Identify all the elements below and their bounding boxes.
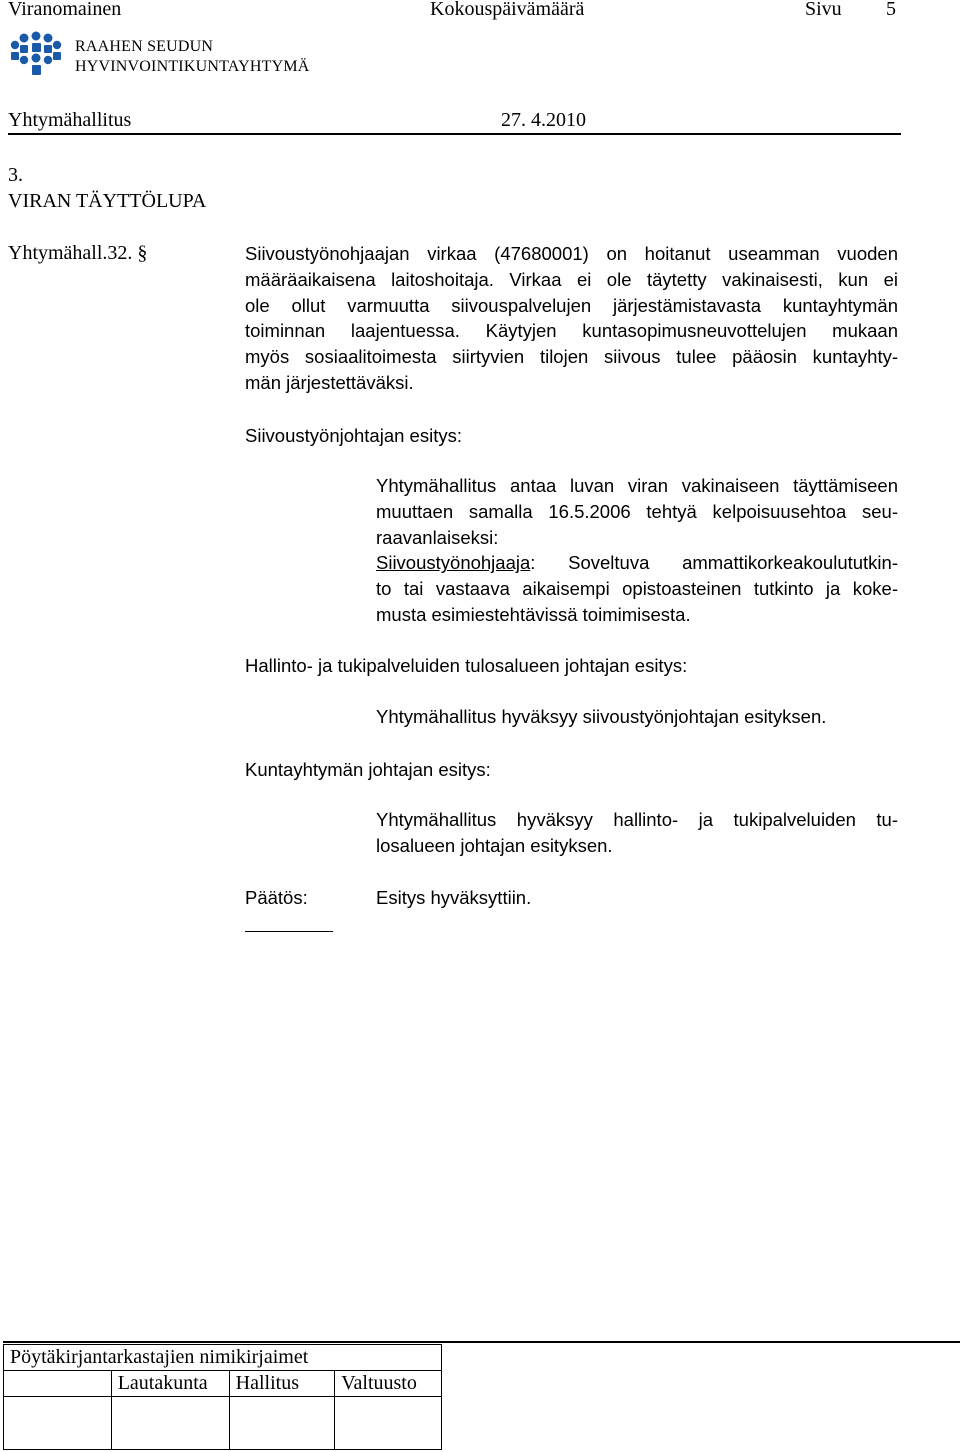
column-valtuusto: Valtuusto	[335, 1371, 442, 1397]
authority-label: Viranomainen	[8, 0, 122, 20]
decision-underline	[245, 931, 333, 932]
item-title: VIRAN TÄYTTÖLUPA	[8, 190, 207, 212]
decision-label: Päätös:	[245, 887, 308, 908]
paragraph-line: myös sosiaalitoimesta siirtyvien tilojen siivous tulee pääosin kuntayhty-	[245, 346, 898, 368]
signature-box-lautakunta	[111, 1397, 229, 1450]
proposal1-line: raavanlaiseksi:	[376, 526, 499, 548]
org-name-line2: HYVINVOINTIKUNTAYHTYMÄ	[75, 58, 310, 75]
proposal3-label: Kuntayhtymän johtajan esitys:	[245, 759, 491, 780]
decision-text: Esitys hyväksyttiin.	[376, 887, 532, 908]
proposal2-label: Hallinto- ja tukipalveluiden tulosalueen johtajan esitys:	[245, 655, 688, 676]
paragraph-line: Siivoustyönohjaajan virkaa (47680001) on hoitanut useamman vuoden	[245, 243, 898, 264]
meeting-date: 27. 4.2010	[501, 109, 586, 131]
header-divider	[8, 133, 901, 135]
paragraph-line: män järjestettäväksi.	[245, 371, 414, 393]
item-reference: Yhtymähall.32. §	[8, 242, 148, 264]
paragraph-line: toiminnan laajentuessa. Käytyjen kuntasopimusneuvottelujen mukaan	[245, 320, 898, 342]
proposal3-line: Yhtymähallitus hyväksyy hallinto- ja tukipalveluiden tu-	[376, 809, 898, 830]
proposal1-line: Yhtymähallitus antaa luvan viran vakinaiseen täyttämiseen	[376, 475, 898, 496]
signature-box-valtuusto	[335, 1397, 442, 1450]
signature-cell-blank	[4, 1371, 112, 1397]
proposal3-line: losalueen johtajan esityksen.	[376, 834, 613, 856]
qualification-role: Siivoustyönohjaaja	[376, 552, 531, 574]
proposal1-text	[376, 473, 898, 628]
qualification-line: to tai vastaava aikaisempi opistoasteinen tutkinto ja koke-	[376, 578, 898, 600]
page-number: 5	[886, 0, 896, 20]
footer-divider	[3, 1341, 960, 1343]
paragraph-line: määräaikaisena laitoshoitaja. Virkaa ei ole täytetty vakinaisesti, kun ei	[245, 268, 898, 290]
signature-box-hallitus	[229, 1397, 335, 1450]
signatures-label: Pöytäkirjantarkastajien nimikirjaimet	[4, 1345, 442, 1371]
item-number: 3.	[8, 164, 23, 186]
paragraph-line: ole ollut varmuutta siivouspalvelujen järjestämistavasta kuntayhtymän	[245, 294, 898, 316]
proposal1-label: Siivoustyönjohtajan esitys:	[245, 425, 462, 446]
qualification-line: musta esimiestehtävissä toimimisesta.	[376, 603, 691, 625]
meeting-date-label: Kokouspäivämäärä	[430, 0, 585, 20]
qualification-line: Siivoustyönohjaaja: Soveltuva ammattikorkeakoulututkin-	[376, 552, 898, 574]
column-lautakunta: Lautakunta	[111, 1371, 229, 1397]
column-hallitus: Hallitus	[229, 1371, 335, 1397]
body-name: Yhtymähallitus	[8, 109, 132, 131]
page-label: Sivu	[805, 0, 842, 20]
organization-logo	[10, 31, 62, 77]
signature-table	[3, 1344, 442, 1450]
proposal1-line: muuttaen samalla 16.5.2006 tehtyä kelpoisuusehtoa seu-	[376, 500, 898, 522]
org-name-line1: RAAHEN SEUDUN	[75, 38, 214, 55]
proposal3-text	[376, 807, 898, 859]
signature-box	[4, 1397, 112, 1450]
proposal2-text: Yhtymähallitus hyväksyy siivoustyönjohtajan esityksen.	[376, 706, 827, 727]
item-paragraph	[245, 241, 898, 396]
